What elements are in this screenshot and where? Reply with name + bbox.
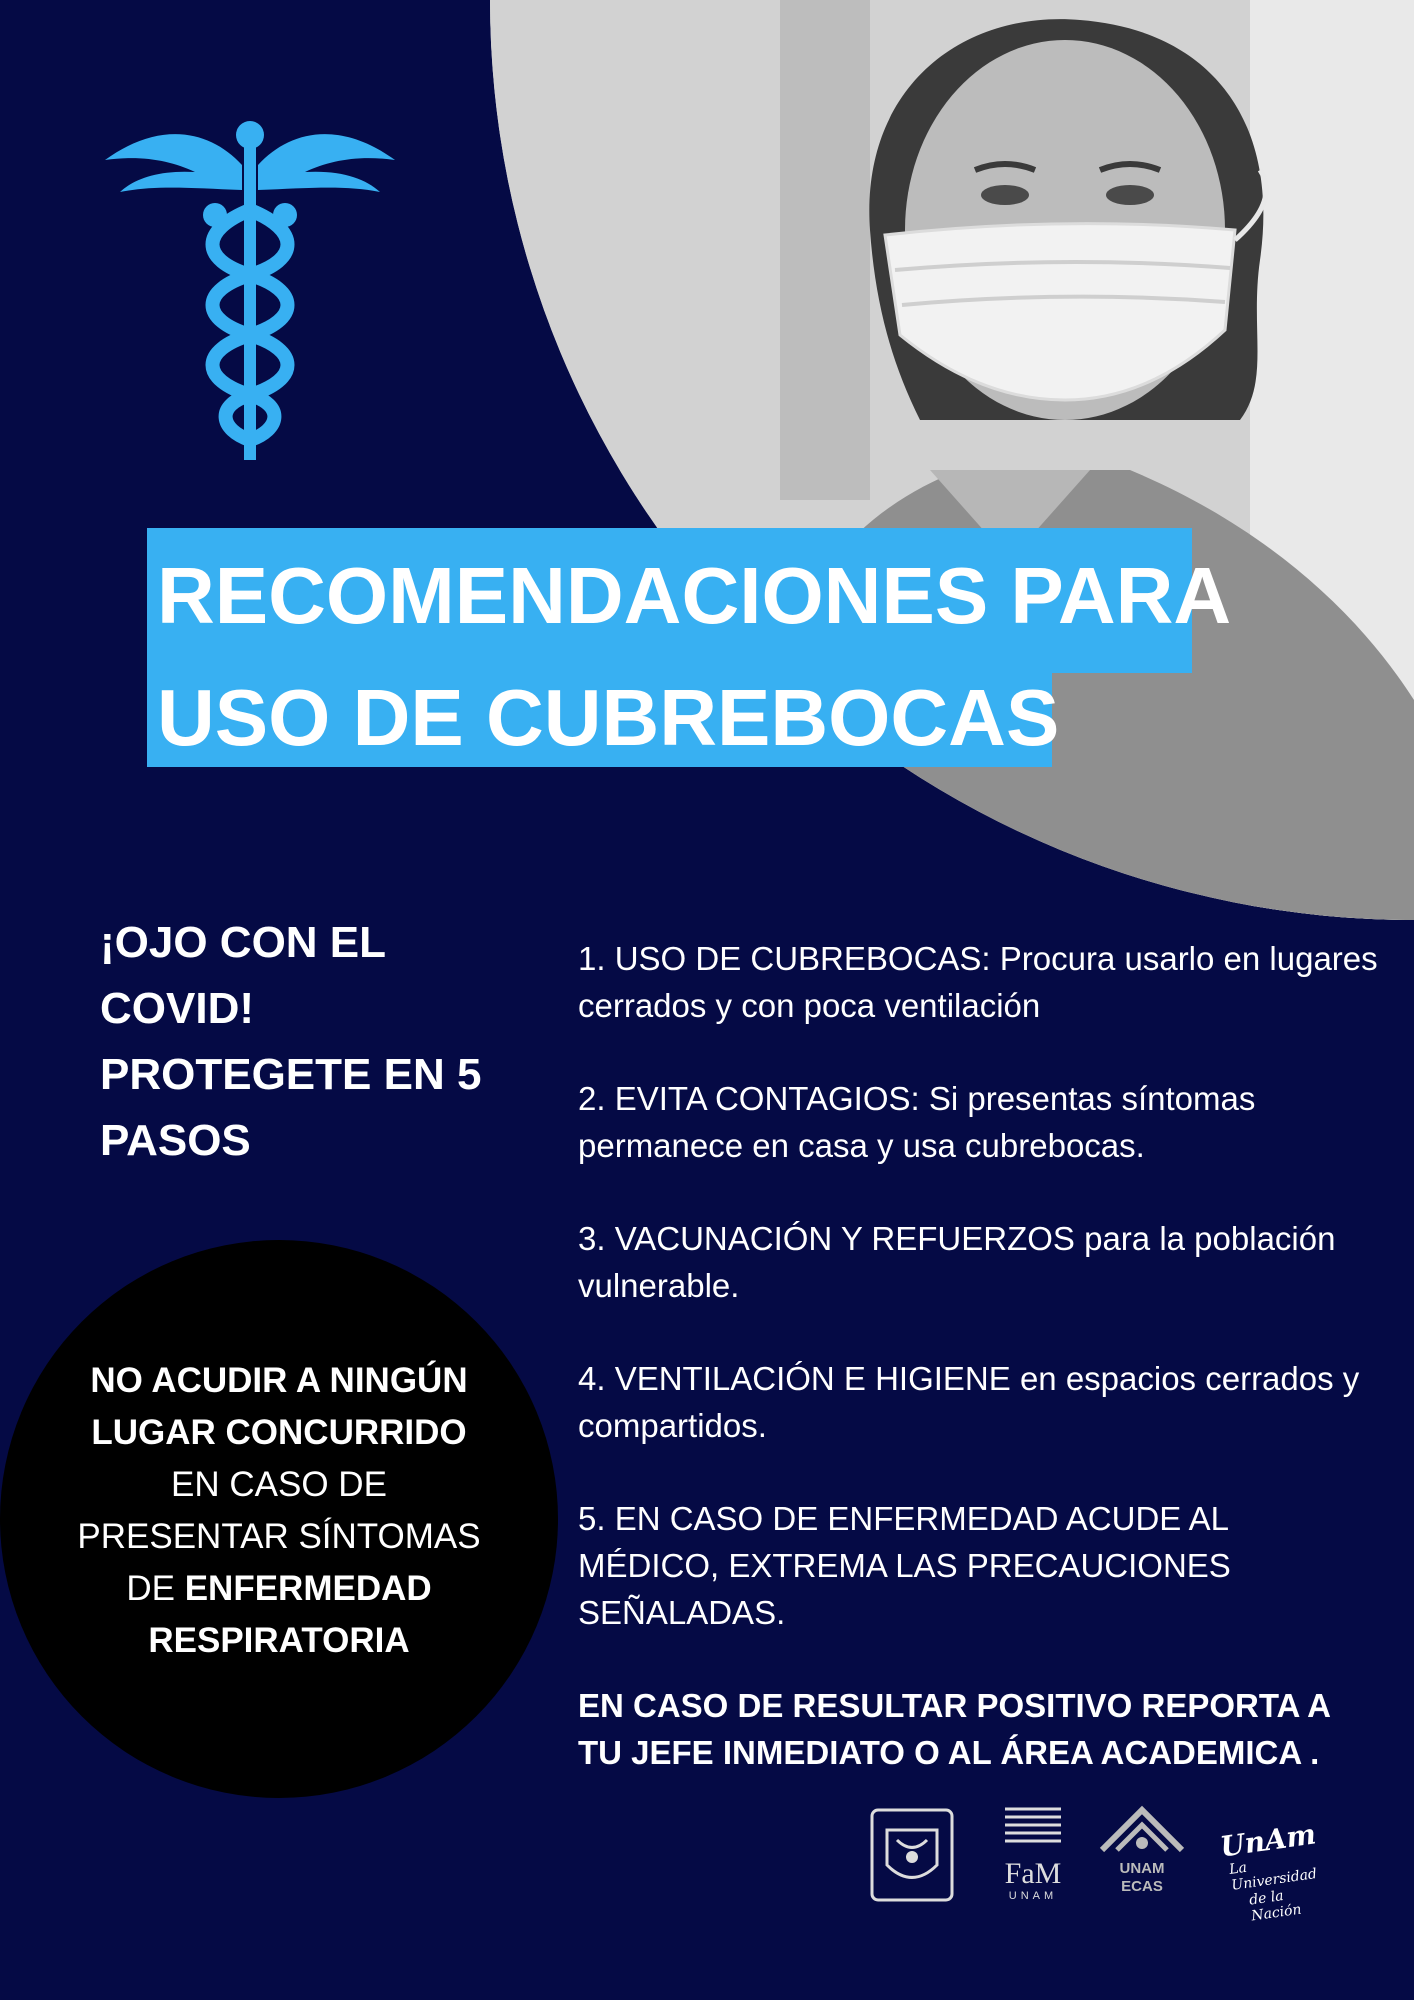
unam-tagline: La Universidad: [1228, 1859, 1319, 1894]
logos-row: [860, 1805, 1340, 1925]
unam-script-text: UnAm: [1218, 1817, 1318, 1864]
warning-bold: ENFERMEDAD: [184, 1569, 432, 1608]
unam-tagline: de la Nación: [1248, 1887, 1303, 1925]
warning-text: [40, 1355, 518, 1667]
covid-heading: [100, 910, 500, 1174]
fam-text: FaM: [1004, 1857, 1062, 1890]
enes-subtext: ECAS: [1121, 1878, 1163, 1895]
enes-text: UNAM: [1119, 1860, 1165, 1877]
warning-line: PRESENTAR SÍNTOMAS: [77, 1517, 481, 1556]
unam-shield-logo: [867, 1805, 957, 1905]
warning-bold: NO ACUDIR A NINGÚN: [90, 1361, 468, 1400]
fam-lines-icon: [1003, 1805, 1063, 1853]
heading-line: PROTEGETE EN 5: [100, 1050, 482, 1099]
unam-script-logo: [1218, 1817, 1330, 1925]
step-item: 4. VENTILACIÓN E HIGIENE en espacios cerrados y compartidos.: [578, 1360, 1360, 1444]
fam-logo: [998, 1805, 1068, 1902]
step-item: 3. VACUNACIÓN Y REFUERZOS para la población vulnerable.: [578, 1220, 1336, 1304]
step-item: 2. EVITA CONTAGIOS: Si presentas síntomas permanece en casa y usa cubrebocas.: [578, 1080, 1256, 1164]
title-line-1: RECOMENDACIONES PARA: [157, 551, 1232, 640]
caduceus-icon: [100, 110, 400, 470]
heading-line: PASOS: [100, 1116, 251, 1165]
step-item: 1. USO DE CUBREBOCAS: Procura usarlo en lugares cerrados y con poca ventilación: [578, 940, 1378, 1024]
fam-subtext: UNAM: [1008, 1890, 1058, 1902]
heading-line: COVID!: [100, 984, 254, 1033]
poster-title: [157, 528, 1232, 773]
title-line-2: USO DE CUBREBOCAS: [157, 673, 1060, 762]
step-item: 5. EN CASO DE ENFERMEDAD ACUDE AL MÉDICO, EXTREMA LAS PRECAUCIONES SEÑALADAS.: [578, 1500, 1231, 1631]
warning-line: DE: [126, 1569, 175, 1608]
final-notice: EN CASO DE RESULTAR POSITIVO REPORTA A TU JEFE INMEDIATO O AL ÁREA ACADEMICA .: [578, 1687, 1330, 1771]
heading-line: ¡OJO CON EL: [100, 918, 387, 967]
photo-illustration: [490, 0, 1414, 920]
masked-woman-photo: [490, 0, 1414, 920]
steps-list: [578, 935, 1378, 1776]
warning-line: EN CASO DE: [171, 1465, 387, 1504]
warning-bold: RESPIRATORIA: [148, 1621, 410, 1660]
warning-bold: LUGAR CONCURRIDO: [91, 1413, 467, 1452]
enes-logo: [1092, 1805, 1192, 1896]
enes-emblem-icon: [1097, 1805, 1187, 1855]
